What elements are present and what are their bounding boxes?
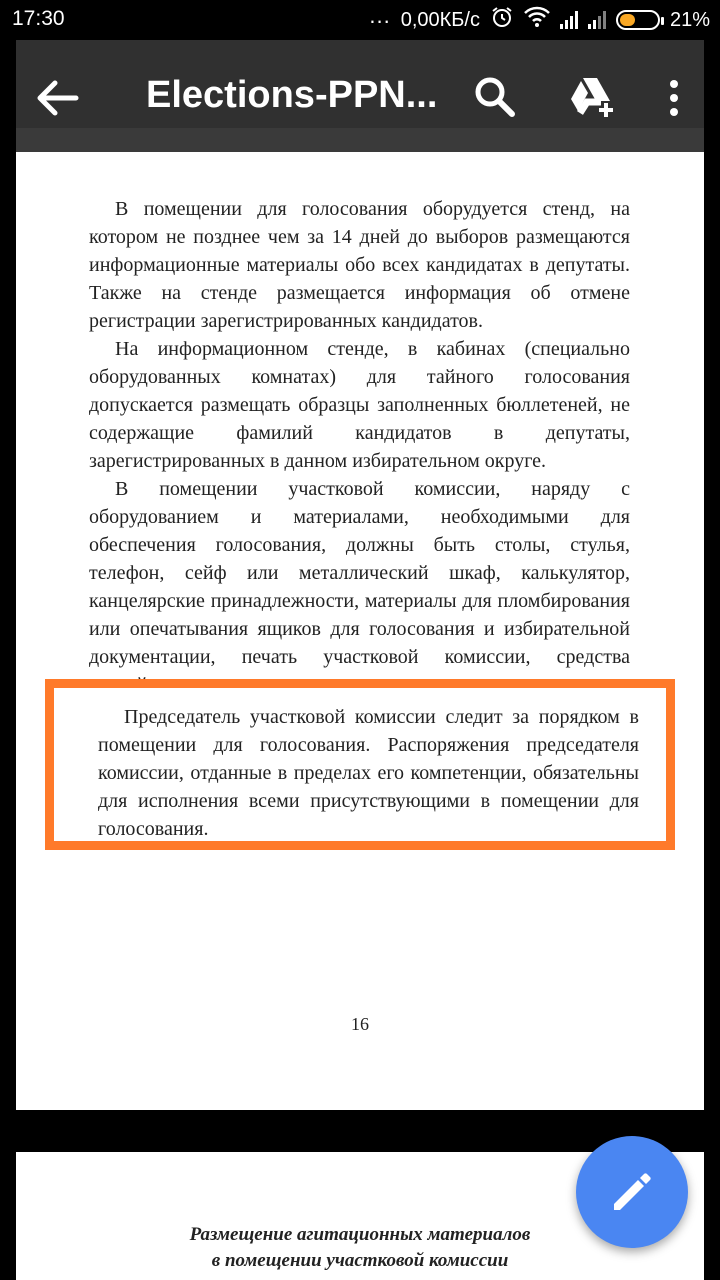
paragraph: Председатель участковой комиссии следит за порядком в помещении для голосования. Распоряжения председателя комиссии, отданные в пределах его компетенции, обязательны для исполнения всеми присутствующими в помещении для голосования. bbox=[98, 706, 639, 840]
edit-fab-button[interactable] bbox=[576, 1136, 688, 1248]
section-heading-line: Размещение агитационных материалов bbox=[189, 1224, 531, 1245]
paragraph: В помещении для голосования оборудуется стенд, на котором не позднее чем за 14 дней до выборов размещаются информационные материалы обо всех кандидатах в депутаты. Также на стенде размещается информация об отмене регистрации зарегистрированных кандидатов. bbox=[89, 198, 630, 332]
signal-icon-sim2 bbox=[588, 11, 606, 29]
more-notifications-icon: ... bbox=[369, 3, 391, 28]
status-icons bbox=[369, 3, 710, 34]
app-toolbar bbox=[16, 40, 704, 152]
battery-icon bbox=[616, 10, 660, 30]
battery-level bbox=[620, 14, 635, 26]
highlight-box bbox=[45, 679, 675, 850]
status-time: 17:30 bbox=[12, 7, 65, 30]
paragraph: На информационном стенде, в кабинах (специально оборудованных комнатах) для тайного голосования допускается размещать образцы заполненных бюллетеней, не содержащие фамилий кандидатов в депутаты, зарегистрированных в данном избирательном округе. bbox=[89, 338, 630, 472]
network-speed: 0,00КБ/с bbox=[400, 8, 480, 31]
pencil-icon bbox=[610, 1170, 654, 1214]
wifi-icon bbox=[524, 6, 550, 34]
status-bar bbox=[0, 0, 720, 40]
highlighted-paragraph bbox=[98, 703, 639, 843]
more-vertical-icon[interactable] bbox=[664, 78, 684, 118]
google-drive-add-icon[interactable] bbox=[569, 76, 615, 118]
paragraph: В помещении участковой комиссии, наряду с оборудованием и материалами, необходимыми для обеспечения голосования, должны быть столы, стулья, телефон, сейф или металлический шкаф, калькулятор, канцелярские принадлежности, материалы для пломбирования или опечатывания ящиков для голосования и избирательной документации, печать участковой комиссии, средства bbox=[89, 478, 630, 668]
page-body-text bbox=[89, 195, 630, 699]
toolbar-shadow bbox=[16, 128, 704, 152]
document-title: Elections-PPN... bbox=[146, 74, 438, 116]
arrow-left-icon[interactable] bbox=[36, 80, 80, 116]
search-icon[interactable] bbox=[474, 76, 516, 118]
section-heading-line: в помещении участковой комиссии bbox=[211, 1250, 509, 1271]
battery-percent: 21% bbox=[669, 8, 710, 31]
pdf-page[interactable] bbox=[16, 152, 704, 1110]
page-number: 16 bbox=[351, 1014, 369, 1034]
signal-icon-sim1 bbox=[560, 11, 578, 29]
alarm-icon bbox=[490, 5, 514, 35]
